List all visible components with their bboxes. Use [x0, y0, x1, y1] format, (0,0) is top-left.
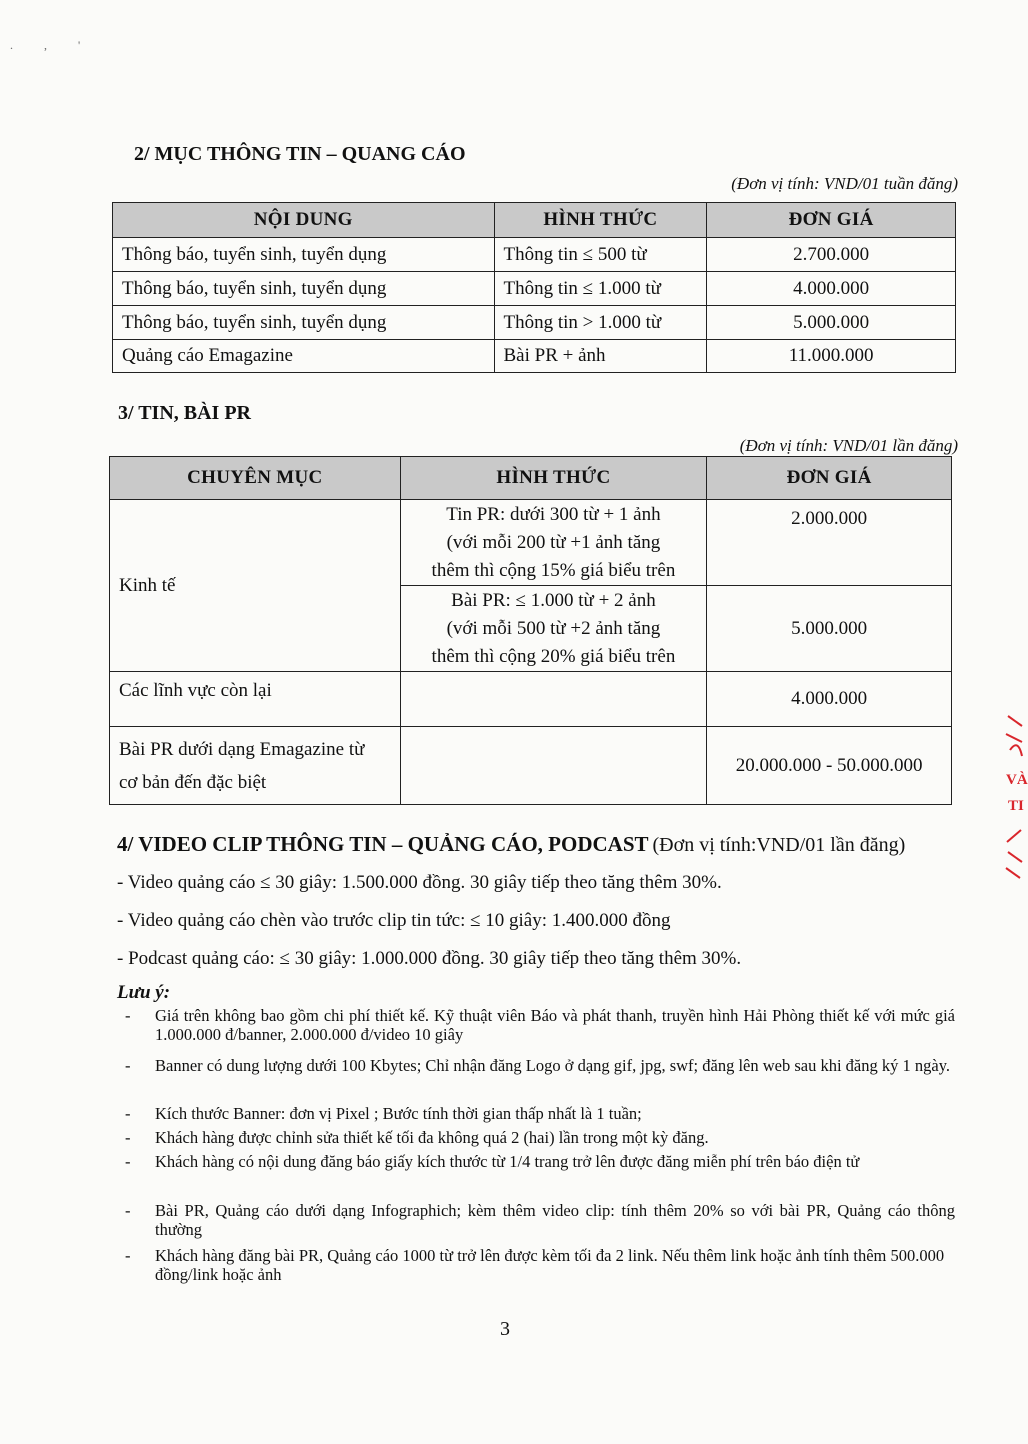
cell-category-kinh-te: Kinh tế [110, 500, 401, 672]
bullet-dash: - [125, 1056, 131, 1075]
table-row [113, 340, 956, 373]
note-text: Bài PR, Quảng cáo dưới dạng Infographich; kèm thêm video clip: tính thêm 20% so với bài PR, Quảng cáo thông thường [155, 1201, 955, 1239]
cell-form: Bài PR + ảnh [494, 340, 707, 373]
cell-category-other: Các lĩnh vực còn lại [110, 672, 401, 727]
note-text: Giá trên không bao gồm chi phí thiết kế. Kỹ thuật viên Báo và phát thanh, truyền hình Hải Phòng thiết kế với mức giá 1.000.000 đ/banner, 2.000.000 đ/video 10 giây [155, 1006, 955, 1044]
cell-price: 2.000.000 [707, 500, 952, 586]
section2-header-content: NỘI DUNG [113, 203, 495, 238]
section4-title: 4/ VIDEO CLIP THÔNG TIN – QUẢNG CÁO, PODCAST [117, 832, 649, 856]
emagazine-line: cơ bản đến đặc biệt [119, 771, 267, 793]
note-text: Khách hàng có nội dung đăng báo giấy kích thước từ 1/4 trang trở lên được đăng miễn phí trên báo điện tử [155, 1152, 860, 1171]
section4-line: - Podcast quảng cáo: ≤ 30 giây: 1.000.000 đồng. 30 giây tiếp theo tăng thêm 30%. [117, 948, 742, 969]
stamp-text: TI [1008, 798, 1024, 814]
page-number: 3 [500, 1318, 510, 1340]
cell-price: 11.000.000 [707, 340, 956, 373]
section4-line: - Video quảng cáo chèn vào trước clip tin tức: ≤ 10 giây: 1.400.000 đồng [117, 910, 671, 931]
cell-form: Thông tin ≤ 500 từ [494, 238, 707, 272]
note-text: Khách hàng được chỉnh sửa thiết kế tối đa không quá 2 (hai) lần trong một kỳ đăng. [155, 1128, 709, 1147]
cell-price: 4.000.000 [707, 672, 952, 727]
section3-unit: (Đơn vị tính: VND/01 lần đăng) [739, 436, 958, 455]
cell-form-empty [400, 672, 707, 727]
table-row [113, 306, 956, 340]
bullet-dash: - [125, 1104, 131, 1123]
stamp-fragment-icon [1004, 712, 1023, 882]
bai-pr-line: (với mỗi 500 từ +2 ảnh tăng [446, 617, 661, 639]
note-text: Khách hàng đăng bài PR, Quảng cáo 1000 từ trở lên được kèm tối đa 2 link. Nếu thêm link hoặc ảnh tính thêm 500.000 đồng/link hoặc ảnh [155, 1246, 945, 1284]
section2-header-form: HÌNH THỨC [494, 203, 707, 238]
notes-title: Lưu ý: [117, 982, 171, 1003]
cell-price: 5.000.000 [707, 586, 952, 672]
section2-title: 2/ MỤC THÔNG TIN – QUANG CÁO [134, 143, 466, 165]
section4-unit: (Đơn vị tính:VND/01 lần đăng) [652, 834, 906, 856]
cell-price: 5.000.000 [707, 306, 956, 340]
table-row [110, 672, 952, 727]
cell-content: Quảng cáo Emagazine [113, 340, 495, 373]
bai-pr-line: thêm thì cộng 20% giá biểu trên [431, 645, 676, 667]
bullet-dash: - [125, 1128, 131, 1147]
stamp-text: VÀ [1006, 772, 1028, 788]
table-row [110, 727, 952, 805]
cell-form: Thông tin ≤ 1.000 từ [494, 272, 707, 306]
section4-line: - Video quảng cáo ≤ 30 giây: 1.500.000 đồng. 30 giây tiếp theo tăng thêm 30%. [117, 872, 722, 893]
cell-content: Thông báo, tuyển sinh, tuyển dụng [113, 238, 495, 272]
cell-price: 20.000.000 - 50.000.000 [707, 727, 952, 805]
note-text: Banner có dung lượng dưới 100 Kbytes; Chỉ nhận đăng Logo ở dạng gif, jpg, swf; đăng lên web sau khi đăng ký 1 ngày. [155, 1056, 950, 1075]
tin-pr-line: thêm thì cộng 15% giá biểu trên [431, 560, 676, 581]
bullet-dash: - [125, 1246, 131, 1265]
section2-unit: (Đơn vị tính: VND/01 tuần đăng) [731, 174, 958, 193]
cell-tin-pr [400, 500, 707, 586]
section3-header-category: CHUYÊN MỤC [110, 457, 401, 500]
table-row [113, 238, 956, 272]
tin-pr-line: Tin PR: dưới 300 từ + 1 ảnh [446, 504, 661, 525]
cell-price: 4.000.000 [707, 272, 956, 306]
bullet-dash: - [125, 1152, 131, 1171]
section2-header-price: ĐƠN GIÁ [707, 203, 956, 238]
emagazine-line: Bài PR dưới dạng Emagazine từ [119, 738, 365, 760]
note-text: Kích thước Banner: đơn vị Pixel ; Bước tính thời gian thấp nhất là 1 tuần; [155, 1104, 642, 1123]
section4-heading [117, 832, 905, 857]
cell-category-emagazine [110, 727, 401, 805]
section3-title: 3/ TIN, BÀI PR [118, 402, 251, 424]
cell-form: Thông tin > 1.000 từ [494, 306, 707, 340]
scan-marks: . , ' [10, 38, 95, 52]
cell-form-empty [400, 727, 707, 805]
section2-table [112, 202, 956, 373]
section3-header-form: HÌNH THỨC [400, 457, 707, 500]
cell-bai-pr [400, 586, 707, 672]
tin-pr-line: (với mỗi 200 từ +1 ảnh tăng [446, 532, 661, 553]
section3-header-price: ĐƠN GIÁ [707, 457, 952, 500]
bullet-dash: - [125, 1201, 131, 1220]
table-row [113, 272, 956, 306]
bai-pr-line: Bài PR: ≤ 1.000 từ + 2 ảnh [451, 589, 656, 611]
cell-content: Thông báo, tuyển sinh, tuyển dụng [113, 306, 495, 340]
section3-table [109, 456, 952, 805]
cell-content: Thông báo, tuyển sinh, tuyển dụng [113, 272, 495, 306]
cell-price: 2.700.000 [707, 238, 956, 272]
bullet-dash: - [125, 1006, 131, 1025]
table-row [110, 500, 952, 586]
